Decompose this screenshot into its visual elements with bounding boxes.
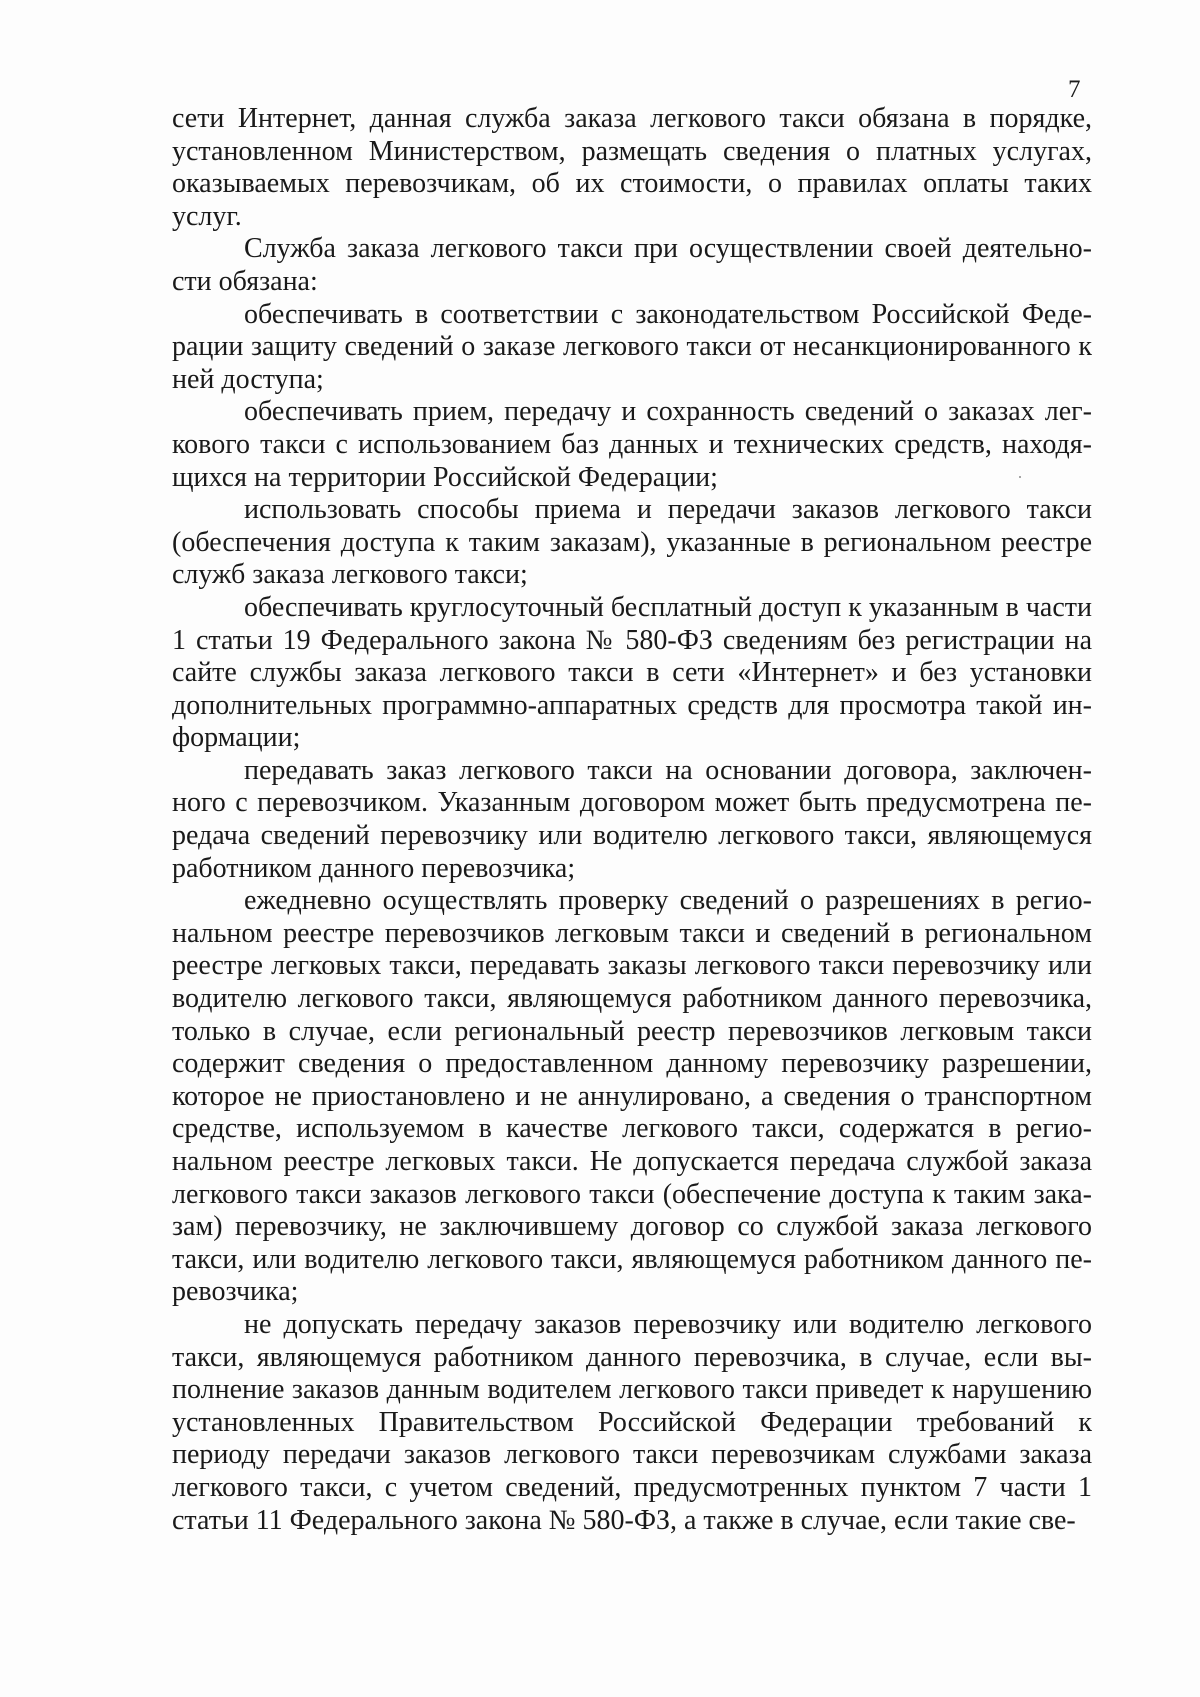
- paragraph: Служба заказа легкового такси при осуществлении своей деятельности обязана:: [172, 233, 1092, 297]
- page-number: 7: [1068, 76, 1081, 103]
- paragraph: сети Интернет, данная служба заказа легкового такси обязана в порядке, установленном Министерством, размещать сведения о платных услугах, оказываемых перевозчикам, об их стоимости, о правилах оплаты таких услуг.: [172, 103, 1092, 232]
- document-body: [172, 103, 1092, 1537]
- paragraph: обеспечивать в соответствии с законодательством Российской Федерации защиту сведений о заказе легкового такси от несанкционированного к ней доступа;: [172, 298, 1092, 395]
- paragraph: передавать заказ легкового такси на основании договора, заключенного с перевозчиком. Указанным договором может быть предусмотрена передача сведений перевозчику или водителю легкового такси, являющемуся работником данного перевозчика;: [172, 754, 1092, 884]
- paragraph: использовать способы приема и передачи заказов легкового такси (обеспечения доступа к таким заказам), указанные в региональном реестре служб заказа легкового такси;: [172, 494, 1092, 591]
- paragraph: не допускать передачу заказов перевозчику или водителю легкового такси, являющемуся работником данного перевозчика, в случае, если выполнение заказов данным водителем легкового такси приведет к нарушению установленных Правительством Российской Федерации требований к периоду передачи заказов легкового такси перевозчикам службами заказа легкового такси, с учетом сведений, предусмотренных пунктом 7 части 1 статьи 11 Федерального закона № 580-ФЗ, а также в случае, если такие све-: [172, 1308, 1092, 1536]
- scan-speck: [1019, 476, 1021, 478]
- paragraph: обеспечивать круглосуточный бесплатный доступ к указанным в части 1 статьи 19 Федерального закона № 580-ФЗ сведениям без регистрации на сайте службы заказа легкового такси в сети «Интернет» и без установки дополнительных программно-аппаратных средств для просмотра такой информации;: [172, 591, 1092, 754]
- paragraph: ежедневно осуществлять проверку сведений о разрешениях в региональном реестре перевозчиков легковым такси и сведений в региональном реестре легковых такси, передавать заказы легкового такси перевозчику или водителю легкового такси, являющемуся работником данного перевозчика, только в случае, если региональный реестр перевозчиков легковым такси содержит сведения о предоставленном данному перевозчику разрешении, которое не приостановлено и не аннулировано, а сведения о транспортном средстве, используемом в качестве легкового такси, содержатся в региональном реестре легковых такси. Не допускается передача службой заказа легкового такси заказов легкового такси (обеспечение доступа к таким заказам) перевозчику, не заключившему договор со службой заказа легкового такси, или водителю легкового такси, являющемуся работником данного перевозчика;: [172, 885, 1092, 1308]
- paragraph: обеспечивать прием, передачу и сохранность сведений о заказах легкового такси с использованием баз данных и технических средств, находящихся на территории Российской Федерации;: [172, 396, 1092, 493]
